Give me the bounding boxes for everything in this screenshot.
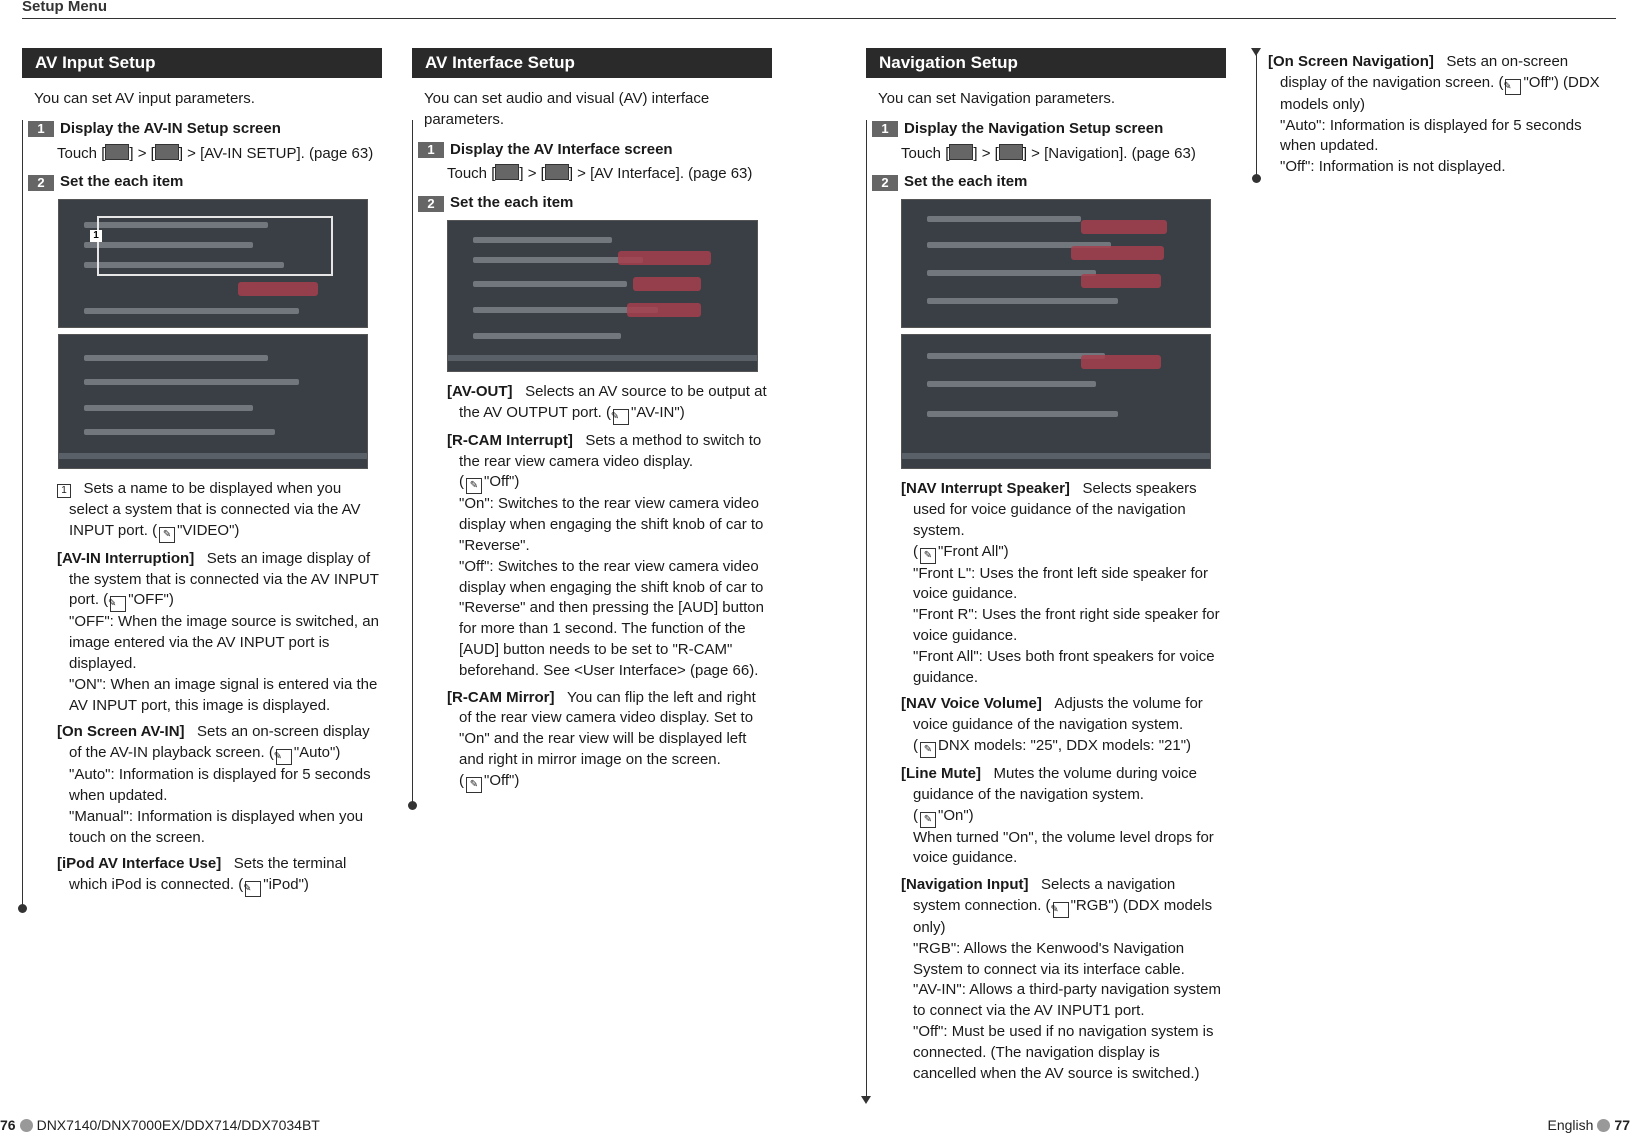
screenshot-av-in-setup-bottom xyxy=(58,334,368,469)
section-title-bar: Navigation Setup xyxy=(866,48,1226,78)
item-key: [NAV Voice Volume] xyxy=(901,695,1042,713)
screenshot-navigation-bottom xyxy=(901,334,1211,469)
section-title-bar: AV Input Setup xyxy=(22,48,382,78)
item-key: [iPod AV Interface Use] xyxy=(57,855,222,873)
menu-key-icon xyxy=(949,144,973,160)
item-nav-interrupt-speaker xyxy=(901,479,1226,541)
option-off: "Off": Switches to the rear view camera video display when engaging the shift knob of car to "Reverse" and then pressing the [AUD] button for more than 1 second. The function of the [AUD] button needs to be set to "R-CAM" beforehand. See <User Interface> (page 66). xyxy=(459,557,764,679)
item-default: "Auto") xyxy=(293,744,341,762)
item-on-screen-av-in xyxy=(57,722,382,765)
item-rcam-mirror xyxy=(447,688,772,771)
option-off: "OFF": When the image source is switched, an image entered via the AV INPUT port is displayed. xyxy=(69,613,379,672)
rule-end-dot xyxy=(1252,174,1261,183)
item-on-screen-navigation xyxy=(1268,52,1612,116)
screenshot-av-interface xyxy=(447,220,758,372)
setup-key-icon xyxy=(155,144,179,160)
step-title: Display the AV Interface screen xyxy=(450,140,673,158)
section-intro: You can set audio and visual (AV) interface parameters. xyxy=(424,90,710,128)
step-2 xyxy=(418,193,772,214)
callout-number: 1 xyxy=(90,230,102,242)
navigation-section xyxy=(866,48,1226,1084)
item-text: Adjusts the volume for voice guidance of the navigation system. xyxy=(913,695,1203,734)
item-default-line: ( ✎ "Off") xyxy=(447,472,772,494)
item-text: Mutes the volume during voice guidance of the navigation system. xyxy=(913,764,1197,803)
screenshot-av-in-setup-top xyxy=(58,199,368,328)
item-av-in-interruption xyxy=(57,549,382,613)
bullet-dot-icon xyxy=(20,1119,33,1132)
column-rule xyxy=(866,120,867,1098)
option-on: "On": Switches to the rear view camera video display when engaging the shift knob of car to "Reverse". xyxy=(459,495,764,554)
item-text: Sets the terminal which iPod is connected. ( xyxy=(69,855,347,894)
menu-key-icon xyxy=(495,164,519,180)
instruction-text: ] > [ xyxy=(973,144,999,162)
item-rcam-interrupt xyxy=(447,431,772,473)
step-1 xyxy=(28,119,382,140)
step-number: 2 xyxy=(28,175,54,191)
item-callout-1 xyxy=(57,479,382,543)
language-label: English xyxy=(1547,1117,1594,1133)
av-interface-section xyxy=(412,48,772,793)
option-front-r: "Front R": Uses the front right side speaker for voice guidance. xyxy=(913,606,1220,644)
item-text: Selects an AV source to be output at the AV OUTPUT port. ( xyxy=(459,382,767,421)
instruction-text: ] > [AV-IN SETUP]. (page 63) xyxy=(178,144,374,162)
item-default-line: ( ✎ "Off") xyxy=(447,771,772,793)
bullet-dot-icon xyxy=(1597,1119,1610,1132)
step-number: 1 xyxy=(418,142,444,158)
option-front-l: "Front L": Uses the front left side speaker for voice guidance. xyxy=(913,564,1208,603)
item-default: "Off") xyxy=(484,771,520,789)
item-key: [NAV Interrupt Speaker] xyxy=(901,480,1070,498)
item-default: "iPod") xyxy=(263,876,309,894)
instruction-text: Touch [ xyxy=(901,144,950,162)
section-title-bar: AV Interface Setup xyxy=(412,48,772,78)
item-default: "VIDEO") xyxy=(177,521,240,539)
option-off: "Off": Must be used if no navigation system is connected. (The navigation display is cancelled when the AV source is switched.) xyxy=(913,1022,1214,1082)
step-title: Set the each item xyxy=(60,173,184,191)
item-default: "Front All") xyxy=(938,542,1009,560)
item-key: [AV-OUT] xyxy=(447,382,513,400)
default-icon: ✎ xyxy=(276,749,292,765)
instruction-text: Touch [ xyxy=(57,144,106,162)
step-2 xyxy=(28,172,382,193)
option-on: "ON": When an image signal is entered via the AV INPUT port, this image is displayed. xyxy=(69,675,378,714)
item-default: "AV-IN") xyxy=(631,403,685,421)
continue-arrow-icon xyxy=(861,1096,871,1104)
item-line-mute xyxy=(901,764,1226,806)
option-auto: "Auto": Information is displayed for 5 seconds when updated. xyxy=(69,766,371,804)
step-1-instruction xyxy=(901,144,1226,165)
item-key: [R-CAM Interrupt] xyxy=(447,431,573,449)
item-text: Selects a navigation system connection. ( xyxy=(913,876,1176,914)
setup-key-icon xyxy=(999,144,1023,160)
default-icon: ✎ xyxy=(466,478,482,494)
default-icon: ✎ xyxy=(1053,902,1069,918)
step-title: Display the Navigation Setup screen xyxy=(904,119,1164,137)
item-default: "Off") (DDX models only) xyxy=(1280,73,1600,113)
item-default-line: ( ✎ "Front All") xyxy=(901,542,1226,564)
default-icon: ✎ xyxy=(613,409,629,425)
item-key: [AV-IN Interruption] xyxy=(57,549,195,567)
instruction-text: ] > [ xyxy=(129,144,155,162)
instruction-text: Touch [ xyxy=(447,165,496,183)
step-1-instruction xyxy=(447,164,772,185)
item-key: [Navigation Input] xyxy=(901,876,1029,894)
item-text: Sets a name to be displayed when you select a system that is connected via the AV INPUT port. ( xyxy=(69,480,361,539)
column-rule xyxy=(1256,52,1257,178)
item-key: [Line Mute] xyxy=(901,764,981,782)
page-header xyxy=(22,0,1616,19)
model-list: DNX7140/DNX7000EX/DDX714/DDX7034BT xyxy=(36,1117,320,1133)
option-off: "Off": Information is not displayed. xyxy=(1280,158,1506,176)
page-number: 76 xyxy=(0,1117,16,1133)
section-intro: You can set Navigation parameters. xyxy=(878,90,1116,107)
column-rule xyxy=(412,120,413,805)
item-text: Selects speakers used for voice guidance of the navigation system. xyxy=(913,480,1197,539)
navigation-description xyxy=(901,479,1226,1084)
item-default: "Off") xyxy=(484,473,520,491)
footer-right xyxy=(1548,1117,1631,1133)
item-default-line: ( ✎ "On") xyxy=(901,806,1226,828)
step-number: 1 xyxy=(872,121,898,137)
item-text: Sets an on-screen display of the AV-IN playback screen. ( xyxy=(69,723,370,762)
item-key: [On Screen Navigation] xyxy=(1268,53,1434,70)
av-interface-description xyxy=(447,382,772,793)
step-number: 2 xyxy=(872,175,898,191)
default-icon: ✎ xyxy=(1505,79,1521,95)
menu-key-icon xyxy=(105,144,129,160)
default-icon: ✎ xyxy=(920,812,936,828)
navigation-continued xyxy=(1256,52,1612,178)
instruction-text: ] > [ xyxy=(519,165,545,183)
step-title: Display the AV-IN Setup screen xyxy=(60,119,281,137)
column-rule xyxy=(22,120,23,908)
instruction-text: ] > [AV Interface]. (page 63) xyxy=(568,165,753,183)
page-title: Setup Menu xyxy=(22,0,107,15)
item-default: DNX models: "25", DDX models: "21") xyxy=(938,736,1192,754)
callout-box xyxy=(97,216,333,276)
setup-key-icon xyxy=(545,164,569,180)
step-number: 1 xyxy=(28,121,54,137)
default-icon: ✎ xyxy=(159,527,175,543)
default-icon: ✎ xyxy=(920,548,936,564)
item-default: "RGB") (DDX models only) xyxy=(913,896,1213,936)
item-key: [On Screen AV-IN] xyxy=(57,723,185,741)
screenshot-navigation-top xyxy=(901,199,1211,328)
step-1 xyxy=(418,140,772,161)
item-key: [R-CAM Mirror] xyxy=(447,688,555,706)
item-text: Sets a method to switch to the rear view camera video display. xyxy=(459,431,762,470)
default-icon: ✎ xyxy=(466,777,482,793)
step-1-instruction xyxy=(57,144,382,165)
item-nav-voice-volume xyxy=(901,694,1226,736)
step-2 xyxy=(872,172,1226,193)
item-text: You can flip the left and right of the rear view camera video display. Set to "On" and the rear view will be displayed left and right in mirror image on the screen. xyxy=(459,688,756,768)
footer-left xyxy=(0,1117,320,1133)
step-title: Set the each item xyxy=(450,194,574,212)
page-number: 77 xyxy=(1614,1117,1630,1133)
option-auto: "Auto": Information is displayed for 5 seconds when updated. xyxy=(1280,116,1582,155)
default-icon: ✎ xyxy=(110,596,126,612)
rule-end-dot xyxy=(408,801,417,810)
item-default-line: ( ✎ DNX models: "25", DDX models: "21") xyxy=(901,736,1226,758)
default-icon: ✎ xyxy=(920,742,936,758)
option-manual: "Manual": Information is displayed when you touch on the screen. xyxy=(69,807,364,846)
step-1 xyxy=(872,119,1226,140)
default-icon: ✎ xyxy=(245,881,261,897)
step-title: Set the each item xyxy=(904,173,1028,191)
item-note: When turned "On", the volume level drops for voice guidance. xyxy=(913,828,1214,867)
section-intro: You can set AV input parameters. xyxy=(34,90,255,107)
option-front-all: "Front All": Uses both front speakers for voice guidance. xyxy=(913,647,1215,686)
item-text: Sets an image display of the system that is connected via the AV INPUT port. ( xyxy=(69,549,379,609)
item-navigation-input xyxy=(901,875,1226,939)
item-av-out xyxy=(447,382,772,425)
rule-end-dot xyxy=(18,904,27,913)
item-default: "OFF") xyxy=(128,591,174,609)
item-ipod-av-interface xyxy=(57,854,382,897)
av-input-description xyxy=(57,479,382,897)
av-input-section xyxy=(22,48,382,897)
option-av-in: "AV-IN": Allows a third-party navigation system to connect via the AV INPUT1 port. xyxy=(913,981,1221,1020)
callout-number: 1 xyxy=(57,484,71,498)
option-rgb: "RGB": Allows the Kenwood's Navigation System to connect via its interface cable. xyxy=(913,939,1185,978)
step-number: 2 xyxy=(418,196,444,212)
item-default: "On") xyxy=(938,806,974,824)
item-text: Sets an on-screen display of the navigation screen. ( xyxy=(1280,53,1569,91)
instruction-text: ] > [Navigation]. (page 63) xyxy=(1022,144,1196,162)
